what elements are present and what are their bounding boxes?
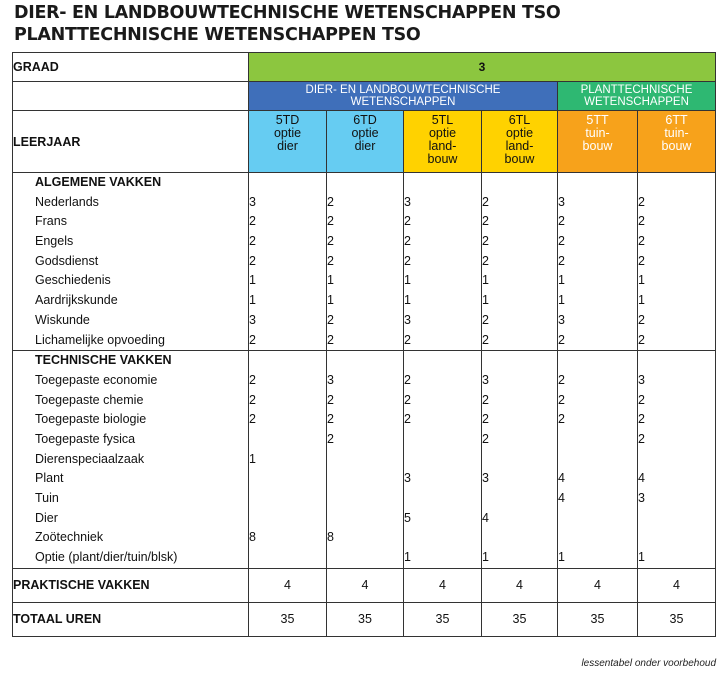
hours-cell: 4: [638, 568, 716, 602]
footnote: lessentabel onder voorbehoud: [581, 658, 716, 669]
hours-cell: [558, 509, 637, 529]
hours-cell: 2: [558, 253, 565, 268]
hours-cell: 2: [558, 214, 565, 229]
hours-cell: 35: [327, 602, 404, 636]
hours-cell: 2: [249, 253, 256, 268]
section-1: [13, 351, 716, 569]
subject-name: Zoötechniek: [35, 530, 104, 545]
hours-cell: 35: [249, 602, 327, 636]
hours-cell: 2: [638, 431, 645, 446]
subject-name: Optie (plant/dier/tuin/blsk): [35, 550, 178, 565]
hours-cell: 3: [404, 194, 411, 209]
hours-cell: [482, 450, 557, 470]
hours-cell: 2: [404, 392, 411, 407]
hours-cell: 1: [482, 293, 489, 308]
hours-cell: 4: [249, 568, 327, 602]
column-header-6tl: 6TL optie land- bouw: [482, 111, 558, 173]
graad-value: 3: [249, 53, 716, 82]
subject-name: Godsdienst: [35, 253, 99, 268]
subject-name: Toegepaste biologie: [35, 412, 147, 427]
section-heading: ALGEMENE VAKKEN: [35, 175, 162, 189]
hours-cell: [638, 509, 715, 529]
subject-name: Toegepaste chemie: [35, 392, 144, 407]
hours-cell: 3: [249, 312, 256, 327]
subject-name: Nederlands: [35, 194, 99, 209]
hours-cell: 4: [638, 471, 645, 486]
hours-cell: 3: [404, 312, 411, 327]
hours-cell: 3: [482, 471, 489, 486]
leerjaar-label: LEERJAAR: [13, 111, 249, 173]
graad-label: GRAAD: [13, 53, 249, 82]
hours-cell: [558, 528, 637, 548]
hours-cell: 1: [327, 293, 334, 308]
hours-cell: 1: [558, 273, 565, 288]
hours-cell: 2: [638, 253, 645, 268]
hours-cell: 2: [249, 412, 256, 427]
hours-cell: 1: [638, 273, 645, 288]
hours-cell: [404, 430, 481, 450]
hours-cell: 4: [558, 568, 638, 602]
hours-cell: 3: [558, 194, 565, 209]
hours-cell: 35: [404, 602, 482, 636]
hours-cell: 2: [327, 412, 334, 427]
hours-cell: 2: [482, 412, 489, 427]
hours-cell: 2: [558, 332, 565, 347]
hours-cell: 2: [482, 253, 489, 268]
lessentabel: [12, 52, 716, 637]
row-totaal-uren-label: TOTAAL UREN: [13, 602, 249, 636]
hours-cell: 2: [558, 234, 565, 249]
hours-cell: 3: [482, 372, 489, 387]
hours-cell: [327, 509, 403, 529]
hours-cell: 2: [404, 372, 411, 387]
hours-cell: [638, 528, 715, 548]
hours-cell: [327, 450, 403, 470]
hours-cell: [404, 450, 481, 470]
hours-cell: 2: [404, 214, 411, 229]
hours-cell: 2: [327, 332, 334, 347]
hours-cell: 2: [249, 214, 256, 229]
hours-cell: 2: [558, 392, 565, 407]
hours-cell: [404, 528, 481, 548]
column-header-6tt: 6TT tuin- bouw: [638, 111, 716, 173]
hours-cell: [249, 489, 326, 509]
hours-cell: 4: [558, 471, 565, 486]
column-header-5td: 5TD optie dier: [249, 111, 327, 173]
column-header-5tt: 5TT tuin- bouw: [558, 111, 638, 173]
row-praktische-vakken-label: PRAKTISCHE VAKKEN: [13, 568, 249, 602]
subject-name: Toegepaste fysica: [35, 431, 136, 446]
group-dier-landbouw: DIER- EN LANDBOUWTECHNISCHE WETENSCHAPPEN: [249, 82, 558, 111]
hours-cell: 2: [482, 312, 489, 327]
hours-cell: [249, 469, 326, 489]
hours-cell: 2: [558, 412, 565, 427]
hours-cell: 4: [482, 510, 489, 525]
hours-cell: 35: [638, 602, 716, 636]
hours-cell: [404, 489, 481, 509]
hours-cell: [249, 509, 326, 529]
hours-cell: 4: [558, 491, 565, 505]
hours-cell: 2: [482, 214, 489, 229]
hours-cell: [558, 430, 637, 450]
hours-cell: 2: [482, 194, 489, 209]
hours-cell: 1: [638, 293, 645, 308]
subject-name: Toegepaste economie: [35, 372, 158, 387]
hours-cell: 2: [638, 392, 645, 407]
hours-cell: [249, 548, 326, 568]
hours-cell: 2: [638, 312, 645, 327]
hours-cell: 2: [327, 431, 334, 446]
subject-name: Dierenspeciaalzaak: [35, 451, 145, 466]
hours-cell: 2: [327, 392, 334, 407]
hours-cell: 2: [638, 332, 645, 347]
hours-cell: 1: [249, 293, 256, 308]
hours-cell: 2: [327, 194, 334, 209]
section-heading: TECHNISCHE VAKKEN: [35, 353, 172, 368]
row-praktische-vakken: [13, 568, 716, 602]
column-header-5tl: 5TL optie land- bouw: [404, 111, 482, 173]
hours-cell: 5: [404, 510, 411, 525]
hours-cell: 2: [482, 332, 489, 347]
hours-cell: [482, 489, 557, 509]
subject-name: Frans: [35, 214, 67, 229]
hours-cell: 4: [327, 568, 404, 602]
page-title: [14, 2, 560, 46]
subject-name: Aardrijkskunde: [35, 293, 118, 308]
row-totaal-uren: [13, 602, 716, 636]
hours-cell: [327, 489, 403, 509]
hours-cell: 2: [404, 332, 411, 347]
hours-cell: [249, 430, 326, 450]
subject-name: Wiskunde: [35, 312, 90, 327]
column-header-6td: 6TD optie dier: [327, 111, 404, 173]
group-plant: PLANTTECHNISCHE WETENSCHAPPEN: [558, 82, 716, 111]
hours-cell: 1: [638, 550, 645, 565]
hours-cell: 1: [482, 550, 489, 565]
hours-cell: [638, 450, 715, 470]
hours-cell: 1: [249, 273, 256, 288]
hours-cell: 2: [638, 194, 645, 209]
hours-cell: 2: [482, 234, 489, 249]
hours-cell: 2: [327, 234, 334, 249]
hours-cell: 4: [482, 568, 558, 602]
hours-cell: 2: [249, 234, 256, 249]
hours-cell: 3: [638, 372, 645, 387]
subject-name: Geschiedenis: [35, 273, 111, 288]
hours-cell: 1: [558, 293, 565, 308]
hours-cell: 2: [482, 431, 489, 446]
hours-cell: 3: [404, 471, 411, 486]
hours-cell: 2: [638, 412, 645, 427]
hours-cell: 2: [404, 253, 411, 268]
hours-cell: 2: [404, 412, 411, 427]
hours-cell: [558, 450, 637, 470]
hours-cell: 2: [404, 234, 411, 249]
hours-cell: [327, 548, 403, 568]
hours-cell: 2: [482, 392, 489, 407]
hours-cell: 1: [558, 550, 565, 565]
hours-cell: 8: [249, 530, 256, 545]
hours-cell: 3: [327, 372, 334, 387]
hours-cell: 1: [404, 293, 411, 308]
subject-name: Plant: [35, 471, 64, 486]
hours-cell: 35: [482, 602, 558, 636]
hours-cell: [482, 528, 557, 548]
hours-cell: 1: [249, 451, 256, 466]
hours-cell: 4: [404, 568, 482, 602]
hours-cell: 3: [558, 312, 565, 327]
hours-cell: 3: [249, 194, 256, 209]
subject-name: Lichamelijke opvoeding: [35, 332, 165, 347]
hours-cell: 2: [249, 392, 256, 407]
section-0: [13, 173, 716, 351]
hours-cell: 2: [558, 372, 565, 387]
hours-cell: 1: [404, 550, 411, 565]
subject-name: Tuin: [35, 491, 59, 505]
hours-cell: 2: [327, 312, 334, 327]
hours-cell: 2: [638, 234, 645, 249]
hours-cell: 1: [404, 273, 411, 288]
hours-cell: 1: [482, 273, 489, 288]
title-line-1: DIER- EN LANDBOUWTECHNISCHE WETENSCHAPPEN TSO: [14, 3, 561, 23]
hours-cell: 2: [638, 214, 645, 229]
subject-name: Engels: [35, 234, 74, 249]
hours-cell: 2: [249, 372, 256, 387]
hours-cell: 2: [327, 214, 334, 229]
hours-cell: 3: [638, 491, 645, 505]
hours-cell: 2: [327, 253, 334, 268]
hours-cell: [327, 469, 403, 489]
hours-cell: 1: [327, 273, 334, 288]
hours-cell: 35: [558, 602, 638, 636]
subject-name: Dier: [35, 510, 58, 525]
title-line-2: PLANTTECHNISCHE WETENSCHAPPEN TSO: [14, 25, 421, 45]
hours-cell: 2: [249, 332, 256, 347]
hours-cell: 8: [327, 530, 334, 545]
